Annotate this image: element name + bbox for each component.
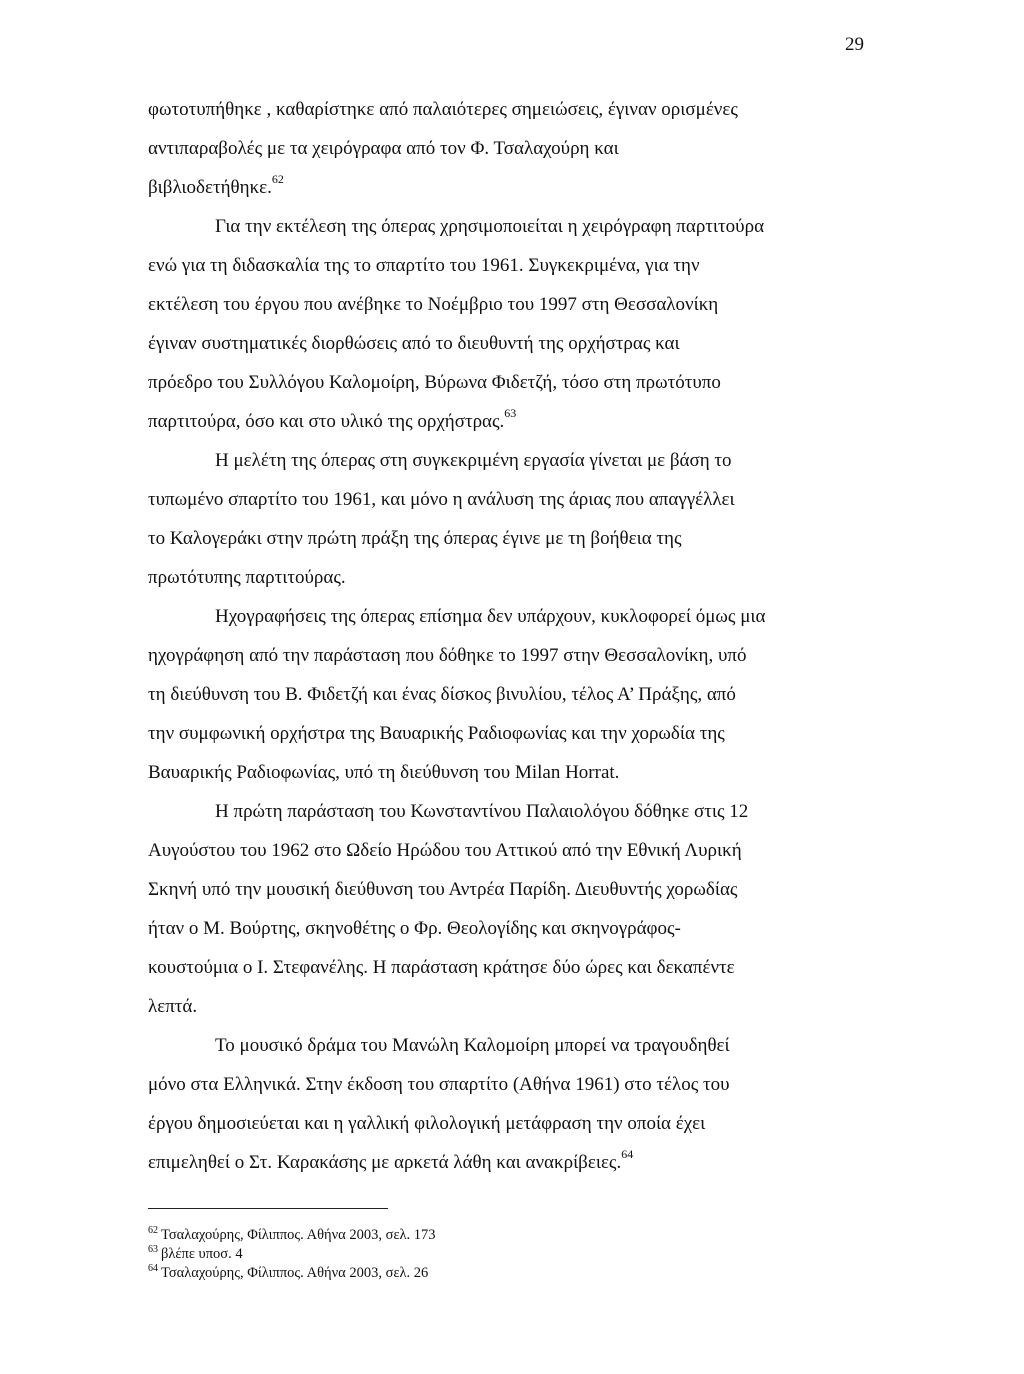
text-line: κουστούμια ο Ι. Στεφανέλης. Η παράσταση κράτησε δύο ώρες και δεκαπέντε xyxy=(148,957,735,978)
footnote: $^{64}$ Τσαλαχούρης, Φίλιππος. Αθήνα 2003, σελ. 26 xyxy=(148,1263,429,1281)
text-line: πρόεδρο του Συλλόγου Καλομοίρη, Βύρωνα Φιδετζή, τόσο στη πρωτότυπο xyxy=(148,372,721,393)
text-line: τυπωμένο σπαρτίτο του 1961, και μόνο η ανάλυση της άριας που απαγγέλλει xyxy=(148,489,735,510)
text-line: Ηχογραφήσεις της όπερας επίσημα δεν υπάρχουν, κυκλοφορεί όμως μια xyxy=(215,606,766,627)
text-line: παρτιτούρα, όσο και στο υλικό της ορχήστρας.$^{63}$ xyxy=(148,406,517,432)
text-line: την συμφωνική ορχήστρα της Βαυαρικής Ραδιοφωνίας και την χορωδία της xyxy=(148,723,725,744)
footnote: $^{62}$ Τσαλαχούρης, Φίλιππος. Αθήνα 2003, σελ. 173 xyxy=(148,1225,436,1243)
text-line: επιμεληθεί ο Στ. Καρακάσης με αρκετά λάθη και ανακρίβειες.$^{64}$ xyxy=(148,1147,634,1173)
text-line: ήταν ο Μ. Βούρτης, σκηνοθέτης ο Φρ. Θεολογίδης και σκηνογράφος- xyxy=(148,918,681,939)
text-line: Η πρώτη παράσταση του Κωνσταντίνου Παλαιολόγου δόθηκε στις 12 xyxy=(215,801,749,822)
footnote-ref: 62 xyxy=(271,172,284,186)
text-line: Αυγούστου του 1962 στο Ωδείο Ηρώδου του Αττικού από την Εθνική Λυρική xyxy=(148,840,742,861)
text-line: Σκηνή υπό την μουσική διεύθυνση του Αντρέα Παρίδη. Διευθυντής χορωδίας xyxy=(148,879,738,900)
text-line: λεπτά. xyxy=(148,996,198,1017)
text-line: το Καλογεράκι στην πρώτη πράξη της όπερας έγινε με τη βοήθεια της xyxy=(148,528,682,549)
footnote-ref: 64 xyxy=(621,1147,634,1161)
page-number: 29 xyxy=(845,34,864,55)
text-line: πρωτότυπης παρτιτούρας. xyxy=(148,567,346,588)
footnote: $^{63}$ βλέπε υποσ. 4 xyxy=(148,1244,243,1262)
text-line: φωτοτυπήθηκε , καθαρίστηκε από παλαιότερες σημειώσεις, έγιναν ορισμένες xyxy=(148,99,738,120)
text-line: βιβλιοδετήθηκε.$^{62}$ xyxy=(148,172,284,198)
text-line: Για την εκτέλεση της όπερας χρησιμοποιείται η χειρόγραφη παρτιτούρα xyxy=(215,216,765,237)
text-line: έγιναν συστηματικές διορθώσεις από το διευθυντή της ορχήστρας και xyxy=(148,333,680,354)
text-line: Η μελέτη της όπερας στη συγκεκριμένη εργασία γίνεται με βάση το xyxy=(215,450,732,471)
text-line: ενώ για τη διδασκαλία της το σπαρτίτο του 1961. Συγκεκριμένα, για την xyxy=(148,255,700,276)
text-line: αντιπαραβολές με τα χειρόγραφα από τον Φ. Τσαλαχούρη και xyxy=(148,138,619,159)
text-line: έργου δημοσιεύεται και η γαλλική φιλολογική μετάφραση την οποία έχει xyxy=(148,1113,706,1134)
footnote-number: 63 xyxy=(148,1244,158,1255)
footnote-separator xyxy=(148,1208,388,1209)
text-line: Βαυαρικής Ραδιοφωνίας, υπό τη διεύθυνση του Milan Horrat. xyxy=(148,762,620,783)
text-line: ηχογράφηση από την παράσταση που δόθηκε το 1997 στην Θεσσαλονίκη, υπό xyxy=(148,645,747,666)
text-line: εκτέλεση του έργου που ανέβηκε το Νοέμβριο του 1997 στη Θεσσαλονίκη xyxy=(148,294,719,315)
text-line: Το μουσικό δράμα του Μανώλη Καλομοίρη μπορεί να τραγουδηθεί xyxy=(215,1035,730,1056)
footnote-number: 62 xyxy=(148,1225,158,1236)
text-line: μόνο στα Ελληνικά. Στην έκδοση του σπαρτίτο (Αθήνα 1961) στο τέλος του xyxy=(148,1074,730,1095)
footnote-ref: 63 xyxy=(504,406,517,420)
text-line: τη διεύθυνση του Β. Φιδετζή και ένας δίσκος βινυλίου, τέλος Α’ Πράξης, από xyxy=(148,684,736,705)
footnote-number: 64 xyxy=(148,1263,158,1274)
